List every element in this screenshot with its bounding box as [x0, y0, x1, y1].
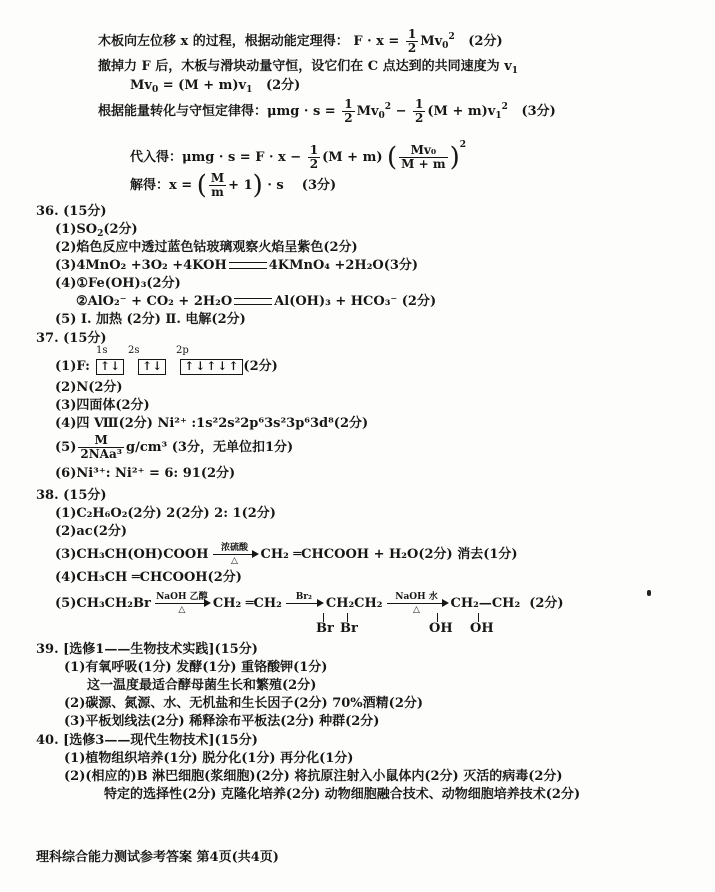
- text: = (M + m)v: [162, 78, 247, 93]
- arrow-bar: [387, 603, 447, 604]
- text: Mv: [420, 34, 443, 49]
- num: 1: [407, 27, 417, 41]
- den: 2: [309, 157, 319, 171]
- q38-1: (1)C₂H₆O₂(2分) 2(2分) 2: 1(2分): [55, 506, 276, 521]
- text: 木板向左位移 x 的过程，根据动能定理得：: [98, 34, 349, 49]
- den: 2NAa³: [80, 447, 123, 461]
- arrow-bar: [286, 603, 322, 604]
- arrow-bar: [213, 554, 257, 555]
- points: (2分): [243, 359, 278, 374]
- q40-title: 40. [选修3——现代生物技术](15分): [36, 733, 258, 748]
- num: M: [78, 434, 124, 448]
- sup: 2: [448, 32, 455, 42]
- physics-line-4: [98, 98, 556, 125]
- q39-1b: 这一温度最适合酵母菌生长和繁殖(2分): [87, 678, 317, 693]
- text: (M + m): [322, 150, 383, 165]
- orbital-label-2s: 2s: [128, 345, 140, 356]
- text: F · x =: [353, 34, 400, 49]
- q38-5: [55, 592, 564, 615]
- fraction: [399, 144, 447, 171]
- paren: ): [449, 142, 460, 173]
- q36-5: (5) Ⅰ. 加热 (2分) Ⅱ. 电解(2分): [55, 312, 246, 327]
- arrow-top: 浓硫酸: [220, 543, 248, 553]
- q36-4b: [76, 293, 436, 311]
- fraction: [413, 98, 425, 125]
- sub: 0: [378, 111, 385, 121]
- sup: 2: [501, 102, 508, 112]
- physics-line-6: [130, 172, 336, 199]
- q37-1: [55, 358, 278, 376]
- q39-title: 39. [选修1——生物技术实践](15分): [36, 642, 258, 657]
- q38-title: 38. (15分): [36, 488, 107, 503]
- q40-2b: 特定的选择性(2分) 克隆化培养(2分) 动物细胞融合技术、动物细胞培养技术(2分): [104, 787, 581, 802]
- q39-3: (3)平板划线法(2分) 稀释涂布平板法(2分) 种群(2分): [64, 714, 380, 729]
- equals-sign: [234, 298, 272, 305]
- sub: 1: [495, 111, 502, 121]
- q38-3: [55, 543, 518, 566]
- q40-2: (2)(相应的)B 淋巴细胞(浆细胞)(2分) 将抗原注射入小鼠体内(2分) 灭活的病毒(2分): [64, 769, 563, 784]
- sub: 0: [151, 85, 159, 95]
- arrow-top: NaOH 水: [395, 592, 438, 602]
- text: ②AlO₂⁻ + CO₂ + 2H₂O: [76, 294, 233, 309]
- points: (2分): [529, 596, 564, 611]
- fraction: [209, 172, 226, 199]
- q38-2: (2)ac(2分): [55, 524, 128, 539]
- text: −: [395, 104, 407, 119]
- reaction-arrow: [387, 592, 447, 615]
- q37-5: [55, 434, 293, 461]
- q39-2: (2)碳源、氮源、水、无机盐和生长因子(2分) 70%酒精(2分): [64, 696, 424, 711]
- text: CH₂CH₂: [325, 596, 383, 611]
- den: M + m: [401, 157, 446, 171]
- orbital-label-2p: 2p: [176, 345, 189, 356]
- text: (M + m)v: [427, 104, 496, 119]
- fraction: [342, 98, 354, 125]
- text: g/cm³ (3分，无单位扣1分): [126, 440, 294, 455]
- text: (3)4MnO₂ +3O₂ +4KOH: [55, 258, 227, 273]
- sup: 2: [384, 102, 392, 112]
- den: 2: [344, 111, 353, 125]
- num: 1: [415, 97, 424, 111]
- text: Mv: [130, 78, 152, 93]
- q36-2: (2)焰色反应中透过蓝色钴玻璃观察火焰呈紫色(2分): [55, 240, 358, 255]
- sub: 1: [511, 66, 519, 76]
- num: Mv₀: [399, 144, 447, 158]
- paren: (: [387, 142, 398, 173]
- den: 2: [407, 41, 417, 55]
- q37-title: 37. (15分): [36, 331, 107, 346]
- text: 4KMnO₄ +2H₂O(3分): [268, 258, 419, 273]
- fraction: [308, 144, 320, 171]
- q40-1: (1)植物组织培养(1分) 脱分化(1分) 再分化(1分): [64, 751, 354, 766]
- text: · s: [267, 178, 284, 193]
- q37-4: (4)四 Ⅷ(2分) Ni²⁺ :1s²2s²2p⁶3s²3p⁶3d⁸(2分): [55, 416, 369, 431]
- num: M: [210, 171, 225, 185]
- q39-1: (1)有氧呼吸(1分) 发酵(1分) 重铬酸钾(1分): [64, 660, 328, 675]
- text: (3)CH₃CH(OH)COOH: [55, 547, 209, 562]
- substituent-br-2: Br: [340, 621, 358, 636]
- text: 根据能量转化与守恒定律得：μmg · s =: [98, 104, 336, 119]
- den: m: [211, 185, 224, 199]
- q36-3: [55, 257, 418, 275]
- arrow-top: NaOH 乙醇: [156, 592, 208, 602]
- text: 撤掉力 F 后，木板与滑块动量守恒，设它们在 C 点达到的共同速度为 v: [98, 59, 512, 74]
- q37-6: (6)Ni³⁺: Ni²⁺ = 6: 91(2分): [55, 466, 236, 481]
- points: (3分): [521, 104, 556, 119]
- points: (2分): [468, 34, 503, 49]
- text: + 1: [228, 178, 253, 193]
- text: (5)CH₃CH₂Br: [55, 596, 151, 611]
- q37-3: (3)四面体(2分): [55, 398, 150, 413]
- physics-line-3: [130, 77, 300, 99]
- equals-sign: [229, 262, 267, 269]
- paren: (: [196, 170, 207, 201]
- q36-4: (4)①Fe(OH)₃(2分): [55, 276, 181, 291]
- text: CH₂—CH₂: [450, 596, 521, 611]
- paren: ): [252, 170, 263, 201]
- text: CH₂ ═CHCOOH + H₂O(2分) 消去(1分): [260, 547, 518, 562]
- arrow-bottom: △: [178, 605, 186, 615]
- num: 1: [344, 97, 353, 111]
- text: Al(OH)₃ + HCO₃⁻ (2分): [274, 294, 437, 309]
- fraction: [78, 434, 124, 461]
- den: 2: [415, 111, 424, 125]
- q36-title: 36. (15分): [36, 204, 107, 219]
- text: 代入得：μmg · s = F · x −: [130, 150, 302, 165]
- sub: 0: [442, 41, 449, 51]
- reaction-arrow: [286, 592, 322, 615]
- orbital-box-2p: ↑↓↑↓↑: [180, 359, 243, 375]
- q38-4: (4)CH₃CH ═CHCOOH(2分): [55, 570, 242, 585]
- orbital-box-1s: ↑↓: [96, 359, 124, 375]
- text: CH₂ ═CH₂: [212, 596, 282, 611]
- substituent-oh-2: OH: [470, 621, 494, 636]
- points: (2分): [265, 78, 301, 93]
- substituent-br-1: Br: [316, 621, 334, 636]
- reaction-arrow: [213, 543, 257, 566]
- ink-spot: [647, 590, 651, 596]
- arrow-top: Br₂: [295, 592, 312, 602]
- text: (1)SO: [55, 222, 98, 237]
- text: (2分): [103, 222, 138, 237]
- orbital-box-2s: ↑↓: [138, 359, 166, 375]
- text: Mv: [356, 104, 379, 119]
- q37-2: (2)N(2分): [55, 380, 123, 395]
- page-footer: 理科综合能力测试参考答案 第4页(共4页): [36, 850, 279, 865]
- sub: 1: [246, 85, 253, 95]
- reaction-arrow: [155, 592, 209, 615]
- arrow-bottom: △: [413, 605, 420, 615]
- text: (5): [55, 440, 77, 455]
- arrow-bar: [155, 603, 209, 604]
- text: (1)F:: [55, 359, 90, 374]
- sub: 2: [97, 229, 104, 239]
- num: 1: [309, 143, 319, 157]
- points: (3分): [301, 178, 337, 193]
- physics-line-5: [130, 136, 466, 171]
- text: 解得：x =: [130, 178, 193, 193]
- substituent-oh-1: OH: [429, 621, 453, 636]
- sup: 2: [459, 140, 466, 150]
- arrow-bottom: △: [231, 556, 238, 566]
- orbital-label-1s: 1s: [96, 345, 108, 356]
- physics-line-1: [98, 28, 503, 55]
- fraction: [406, 28, 418, 55]
